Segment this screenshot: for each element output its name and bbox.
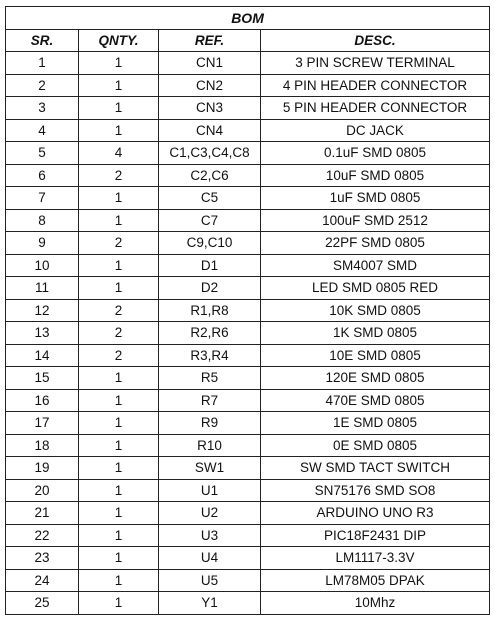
cell-ref: C7: [159, 209, 261, 232]
cell-ref: D1: [159, 254, 261, 277]
cell-ref: U4: [159, 547, 261, 570]
cell-desc: LED SMD 0805 RED: [261, 277, 490, 300]
cell-desc: 1uF SMD 0805: [261, 187, 490, 210]
cell-sr: 7: [6, 187, 79, 210]
cell-sr: 2: [6, 74, 79, 97]
cell-ref: D2: [159, 277, 261, 300]
table-row: [6, 119, 490, 142]
column-header-qty: QNTY.: [79, 30, 159, 52]
cell-qty: 1: [79, 389, 159, 412]
cell-sr: 3: [6, 97, 79, 120]
table-row: [6, 434, 490, 457]
cell-qty: 2: [79, 344, 159, 367]
cell-qty: 1: [79, 479, 159, 502]
cell-sr: 14: [6, 344, 79, 367]
cell-ref: C2,C6: [159, 164, 261, 187]
cell-sr: 12: [6, 299, 79, 322]
cell-sr: 22: [6, 524, 79, 547]
cell-desc: 5 PIN HEADER CONNECTOR: [261, 97, 490, 120]
cell-sr: 4: [6, 119, 79, 142]
cell-sr: 25: [6, 592, 79, 615]
cell-desc: 120E SMD 0805: [261, 367, 490, 390]
cell-sr: 17: [6, 412, 79, 435]
cell-desc: ARDUINO UNO R3: [261, 502, 490, 525]
table-row: [6, 412, 490, 435]
cell-qty: 1: [79, 592, 159, 615]
cell-desc: 1E SMD 0805: [261, 412, 490, 435]
cell-qty: 1: [79, 119, 159, 142]
cell-ref: R2,R6: [159, 322, 261, 345]
cell-qty: 1: [79, 277, 159, 300]
table-row: [6, 97, 490, 120]
table-row: [6, 209, 490, 232]
table-row: [6, 299, 490, 322]
cell-ref: R3,R4: [159, 344, 261, 367]
cell-qty: 4: [79, 142, 159, 165]
cell-sr: 1: [6, 52, 79, 75]
cell-ref: R7: [159, 389, 261, 412]
cell-ref: U1: [159, 479, 261, 502]
cell-qty: 2: [79, 164, 159, 187]
cell-sr: 13: [6, 322, 79, 345]
cell-sr: 6: [6, 164, 79, 187]
cell-qty: 1: [79, 209, 159, 232]
cell-desc: 0E SMD 0805: [261, 434, 490, 457]
cell-ref: U2: [159, 502, 261, 525]
cell-desc: 4 PIN HEADER CONNECTOR: [261, 74, 490, 97]
table-row: [6, 74, 490, 97]
cell-ref: CN3: [159, 97, 261, 120]
cell-ref: SW1: [159, 457, 261, 480]
cell-sr: 11: [6, 277, 79, 300]
cell-qty: 1: [79, 547, 159, 570]
cell-ref: CN1: [159, 52, 261, 75]
cell-qty: 1: [79, 74, 159, 97]
bom-table: [5, 6, 490, 615]
cell-qty: 2: [79, 299, 159, 322]
table-row: [6, 547, 490, 570]
cell-desc: 10Mhz: [261, 592, 490, 615]
cell-desc: 10K SMD 0805: [261, 299, 490, 322]
cell-sr: 24: [6, 569, 79, 592]
column-header-desc: DESC.: [261, 30, 490, 52]
cell-sr: 5: [6, 142, 79, 165]
table-row: [6, 344, 490, 367]
cell-desc: 10uF SMD 0805: [261, 164, 490, 187]
cell-ref: U3: [159, 524, 261, 547]
table-row: [6, 389, 490, 412]
table-row: [6, 164, 490, 187]
cell-desc: LM78M05 DPAK: [261, 569, 490, 592]
table-row: [6, 322, 490, 345]
cell-sr: 15: [6, 367, 79, 390]
cell-ref: R1,R8: [159, 299, 261, 322]
cell-desc: 3 PIN SCREW TERMINAL: [261, 52, 490, 75]
cell-sr: 20: [6, 479, 79, 502]
cell-qty: 1: [79, 254, 159, 277]
cell-desc: DC JACK: [261, 119, 490, 142]
cell-desc: SN75176 SMD SO8: [261, 479, 490, 502]
table-row: [6, 277, 490, 300]
cell-desc: 10E SMD 0805: [261, 344, 490, 367]
cell-desc: PIC18F2431 DIP: [261, 524, 490, 547]
cell-desc: 470E SMD 0805: [261, 389, 490, 412]
cell-qty: 1: [79, 434, 159, 457]
table-title: BOM: [6, 7, 490, 30]
cell-sr: 9: [6, 232, 79, 255]
cell-qty: 1: [79, 457, 159, 480]
table-row: [6, 52, 490, 75]
table-row: [6, 457, 490, 480]
cell-qty: 1: [79, 569, 159, 592]
cell-desc: SW SMD TACT SWITCH: [261, 457, 490, 480]
cell-desc: SM4007 SMD: [261, 254, 490, 277]
bom-body: [6, 52, 490, 615]
cell-desc: 100uF SMD 2512: [261, 209, 490, 232]
table-row: [6, 524, 490, 547]
column-header-sr: SR.: [6, 30, 79, 52]
title-row: [6, 7, 490, 30]
cell-sr: 23: [6, 547, 79, 570]
cell-ref: Y1: [159, 592, 261, 615]
cell-ref: U5: [159, 569, 261, 592]
cell-sr: 10: [6, 254, 79, 277]
cell-sr: 8: [6, 209, 79, 232]
cell-qty: 1: [79, 367, 159, 390]
cell-qty: 1: [79, 524, 159, 547]
table-row: [6, 502, 490, 525]
table-row: [6, 232, 490, 255]
cell-qty: 1: [79, 97, 159, 120]
cell-qty: 1: [79, 52, 159, 75]
cell-ref: R9: [159, 412, 261, 435]
cell-ref: CN2: [159, 74, 261, 97]
cell-ref: C9,C10: [159, 232, 261, 255]
cell-desc: 22PF SMD 0805: [261, 232, 490, 255]
cell-desc: 0.1uF SMD 0805: [261, 142, 490, 165]
column-header-ref: REF.: [159, 30, 261, 52]
header-row: [6, 30, 490, 52]
bom-container: [5, 6, 489, 615]
cell-ref: C5: [159, 187, 261, 210]
cell-desc: LM1117-3.3V: [261, 547, 490, 570]
table-row: [6, 592, 490, 615]
table-row: [6, 142, 490, 165]
cell-qty: 2: [79, 232, 159, 255]
cell-ref: CN4: [159, 119, 261, 142]
cell-qty: 2: [79, 322, 159, 345]
cell-sr: 19: [6, 457, 79, 480]
table-row: [6, 367, 490, 390]
table-row: [6, 187, 490, 210]
table-row: [6, 254, 490, 277]
cell-qty: 1: [79, 502, 159, 525]
cell-qty: 1: [79, 412, 159, 435]
cell-sr: 21: [6, 502, 79, 525]
cell-sr: 16: [6, 389, 79, 412]
table-row: [6, 569, 490, 592]
cell-sr: 18: [6, 434, 79, 457]
cell-desc: 1K SMD 0805: [261, 322, 490, 345]
cell-qty: 1: [79, 187, 159, 210]
cell-ref: R10: [159, 434, 261, 457]
cell-ref: C1,C3,C4,C8: [159, 142, 261, 165]
cell-ref: R5: [159, 367, 261, 390]
table-row: [6, 479, 490, 502]
